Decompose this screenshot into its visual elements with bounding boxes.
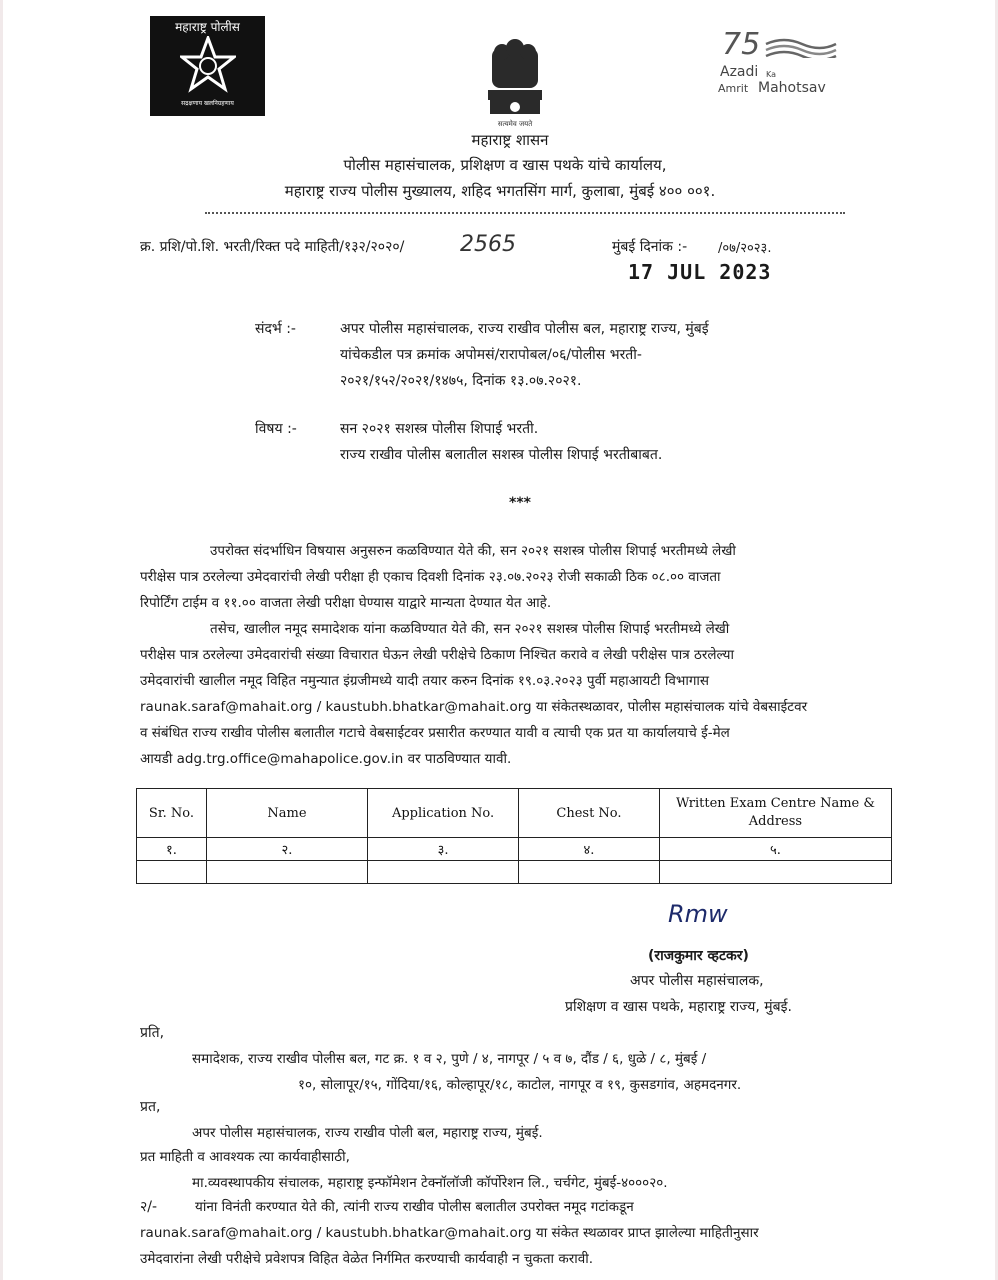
col-exam-centre: Written Exam Centre Name & Address: [659, 789, 891, 838]
empty-cell: [206, 861, 367, 884]
azadi-ka: Ka: [766, 70, 777, 79]
para2-line-6: आयडी adg.trg.office@mahapolice.gov.in वर पाठविण्यात यावी.: [140, 751, 512, 767]
table-header-row: [137, 789, 892, 838]
signatory-designation-2: प्रशिक्षण व खास पथके, महाराष्ट्र राज्य, मुंबई.: [565, 999, 792, 1015]
header-divider: [205, 212, 845, 214]
table-row-empty: [137, 861, 892, 884]
separator: ***: [509, 495, 531, 511]
vishay-label: विषय :-: [255, 421, 297, 437]
cell-2: २.: [206, 838, 367, 861]
national-emblem: [480, 38, 550, 126]
prat-label: प्रत,: [140, 1099, 161, 1115]
empty-cell: [519, 861, 660, 884]
col-sr-no: Sr. No.: [137, 789, 207, 838]
candidate-list-table: [136, 788, 892, 884]
azadi-amrit: Amrit: [718, 82, 749, 95]
emblem-motto: सत्यमेव जयते: [497, 120, 533, 128]
azadi-75: 75: [722, 27, 761, 62]
police-star-icon: [180, 36, 236, 94]
sandarbh-label: संदर्भ :-: [255, 321, 296, 337]
para2-line-1: तसेच, खालील नमूद समादेशक यांना कळविण्यात येते की, सन २०२१ सशस्त्र पोलीस शिपाई भरतीमध्ये लेखी: [210, 621, 730, 637]
col-name: Name: [206, 789, 367, 838]
vishay-line-1: सन २०२१ सशस्त्र पोलीस शिपाई भरती.: [340, 421, 539, 437]
azadi-word: Azadi: [720, 64, 759, 80]
header-line-1: महाराष्ट्र शासन: [471, 131, 549, 149]
para1-line-3: रिपोर्टिंग टाईम व ११.०० वाजता लेखी परीक्षा घेण्यास याद्वारे मान्यता देण्यात येत आहे.: [140, 595, 552, 611]
sandarbh-line-1: अपर पोलीस महासंचालक, राज्य राखीव पोलीस बल, महाराष्ट्र राज्य, मुंबई: [340, 321, 709, 337]
prat-line-1: अपर पोलीस महासंचालक, राज्य राखीव पोली बल, महाराष्ट्र राज्य, मुंबई.: [192, 1125, 543, 1141]
cell-1: १.: [137, 838, 207, 861]
empty-cell: [368, 861, 519, 884]
prat-line-5: उमेदवारांना लेखी परीक्षेचे प्रवेशपत्र विहित वेळेत निर्गमित करण्याची कार्यवाही न चुकता करावी.: [140, 1251, 594, 1267]
police-logo-bottom-text: सद्रक्षणाय खलनिग्रहणाय: [181, 100, 234, 107]
azadi-mahotsav: Mahotsav: [758, 80, 826, 96]
maharashtra-police-logo: [150, 16, 265, 116]
para2-line-2: परीक्षेस पात्र ठरलेल्या उमेदवारांची संख्या विचारात घेऊन लेखी परीक्षेचे ठिकाण निश्चित करावे व लेखी परीक्षेस पात्र ठरलेल्या: [140, 647, 735, 663]
ref-date-label: मुंबई दिनांक :-: [612, 239, 688, 255]
prat-num: २/-: [140, 1199, 158, 1215]
flag-waves-icon: [764, 36, 838, 58]
empty-cell: [137, 861, 207, 884]
sandarbh-line-2: यांचेकडील पत्र क्रमांक अपोमसं/रारापोबल/०६/पोलीस भरती-: [340, 347, 642, 363]
prati-line-1: समादेशक, राज्य राखीव पोलीस बल, गट क्र. १ व २, पुणे / ४, नागपूर / ५ व ७, दौंड / ६, धुळे / ८, मुंबई /: [192, 1051, 707, 1067]
azadi-ka-amrit-mahotsav-logo: [718, 28, 848, 104]
para2-line-4: raunak.saraf@mahait.org / kaustubh.bhatkar@mahait.org या संकेतस्थळावर, पोलीस महासंचालक यांचे वेबसाईटवर: [140, 699, 808, 715]
prati-line-2: १०, सोलापूर/१५, गोंदिया/१६, कोल्हापूर/१८, काटोल, नागपूर व १९, कुसडगांव, अहमदनगर.: [298, 1077, 742, 1093]
header-line-2: पोलीस महासंचालक, प्रशिक्षण व खास पथके यांचे कार्यालय,: [343, 156, 667, 174]
cell-4: ४.: [519, 838, 660, 861]
signatory-name: (राजकुमार व्हटकर): [648, 948, 749, 964]
col-chest-no: Chest No.: [519, 789, 660, 838]
police-logo-top-text: महाराष्ट्र पोलीस: [175, 20, 240, 34]
prat-line-2: मा.व्यवस्थापकीय संचालक, महाराष्ट्र इन्फॉमेशन टेक्नॉलॉजी कॉर्पोरेशन लि., चर्चगेट, मुंबई-४०००२०.: [192, 1175, 668, 1191]
signature-scribble: Rmw: [668, 900, 728, 928]
vishay-line-2: राज्य राखीव पोलीस बलातील सशस्त्र पोलीस शिपाई भरतीबाबत.: [340, 447, 663, 463]
prat-line-3: यांना विनंती करण्यात येते की, त्यांनी राज्य राखीव पोलीस बलातील उपरोक्त नमूद गटांकडून: [195, 1199, 634, 1215]
cell-3: ३.: [368, 838, 519, 861]
signatory-designation-1: अपर पोलीस महासंचालक,: [630, 973, 764, 989]
table-row: [137, 838, 892, 861]
ref-handwritten-number: 2565: [460, 232, 516, 257]
para1-line-2: परीक्षेस पात्र ठरलेल्या उमेदवारांची लेखी परीक्षा ही एकाच दिवशी दिनांक २३.०७.२०२३ रोजी सकाळी ठिक ०८.०० वाजता: [140, 569, 721, 585]
prati-label: प्रति,: [140, 1025, 165, 1041]
prat-label-2: प्रत माहिती व आवश्यक त्या कार्यवाहीसाठी,: [140, 1149, 350, 1165]
para2-line-3: उमेदवारांची खालील नमूद विहित नमुन्यात इंग्रजीमध्ये यादी तयार करुन दिनांक १९.०३.२०२३ पुर्वी महाआयटी विभागास: [140, 673, 710, 689]
ref-date-value: /०७/२०२३.: [718, 241, 772, 256]
para1-line-1: उपरोक्त संदर्भाधिन विषयास अनुसरुन कळविण्यात येते की, सन २०२१ सशस्त्र पोलीस शिपाई भरतीमध्ये लेखी: [210, 543, 736, 559]
ashoka-lions-icon: [480, 38, 550, 116]
date-stamp: 17 JUL 2023: [628, 260, 772, 284]
ref-number: क्र. प्रशि/पो.शि. भरती/रिक्त पदे माहिती/१३२/२०२०/: [140, 239, 405, 255]
sandarbh-line-3: २०२१/१५२/२०२१/१४७५, दिनांक १३.०७.२०२१.: [340, 373, 582, 389]
cell-5: ५.: [659, 838, 891, 861]
empty-cell: [659, 861, 891, 884]
col-application-no: Application No.: [368, 789, 519, 838]
header-line-3: महाराष्ट्र राज्य पोलीस मुख्यालय, शहिद भगतसिंग मार्ग, कुलाबा, मुंबई ४०० ००१.: [284, 182, 716, 200]
prat-line-4: raunak.saraf@mahait.org / kaustubh.bhatkar@mahait.org या संकेत स्थळावर प्राप्त झालेल्या माहितीनुसार: [140, 1225, 759, 1241]
para2-line-5: व संबंधित राज्य राखीव पोलीस बलातील गटाचे वेबसाईटवर प्रसारीत करण्यात यावी व त्याची एक प्रत या कार्यालयाचे ई-मेल: [140, 725, 730, 741]
